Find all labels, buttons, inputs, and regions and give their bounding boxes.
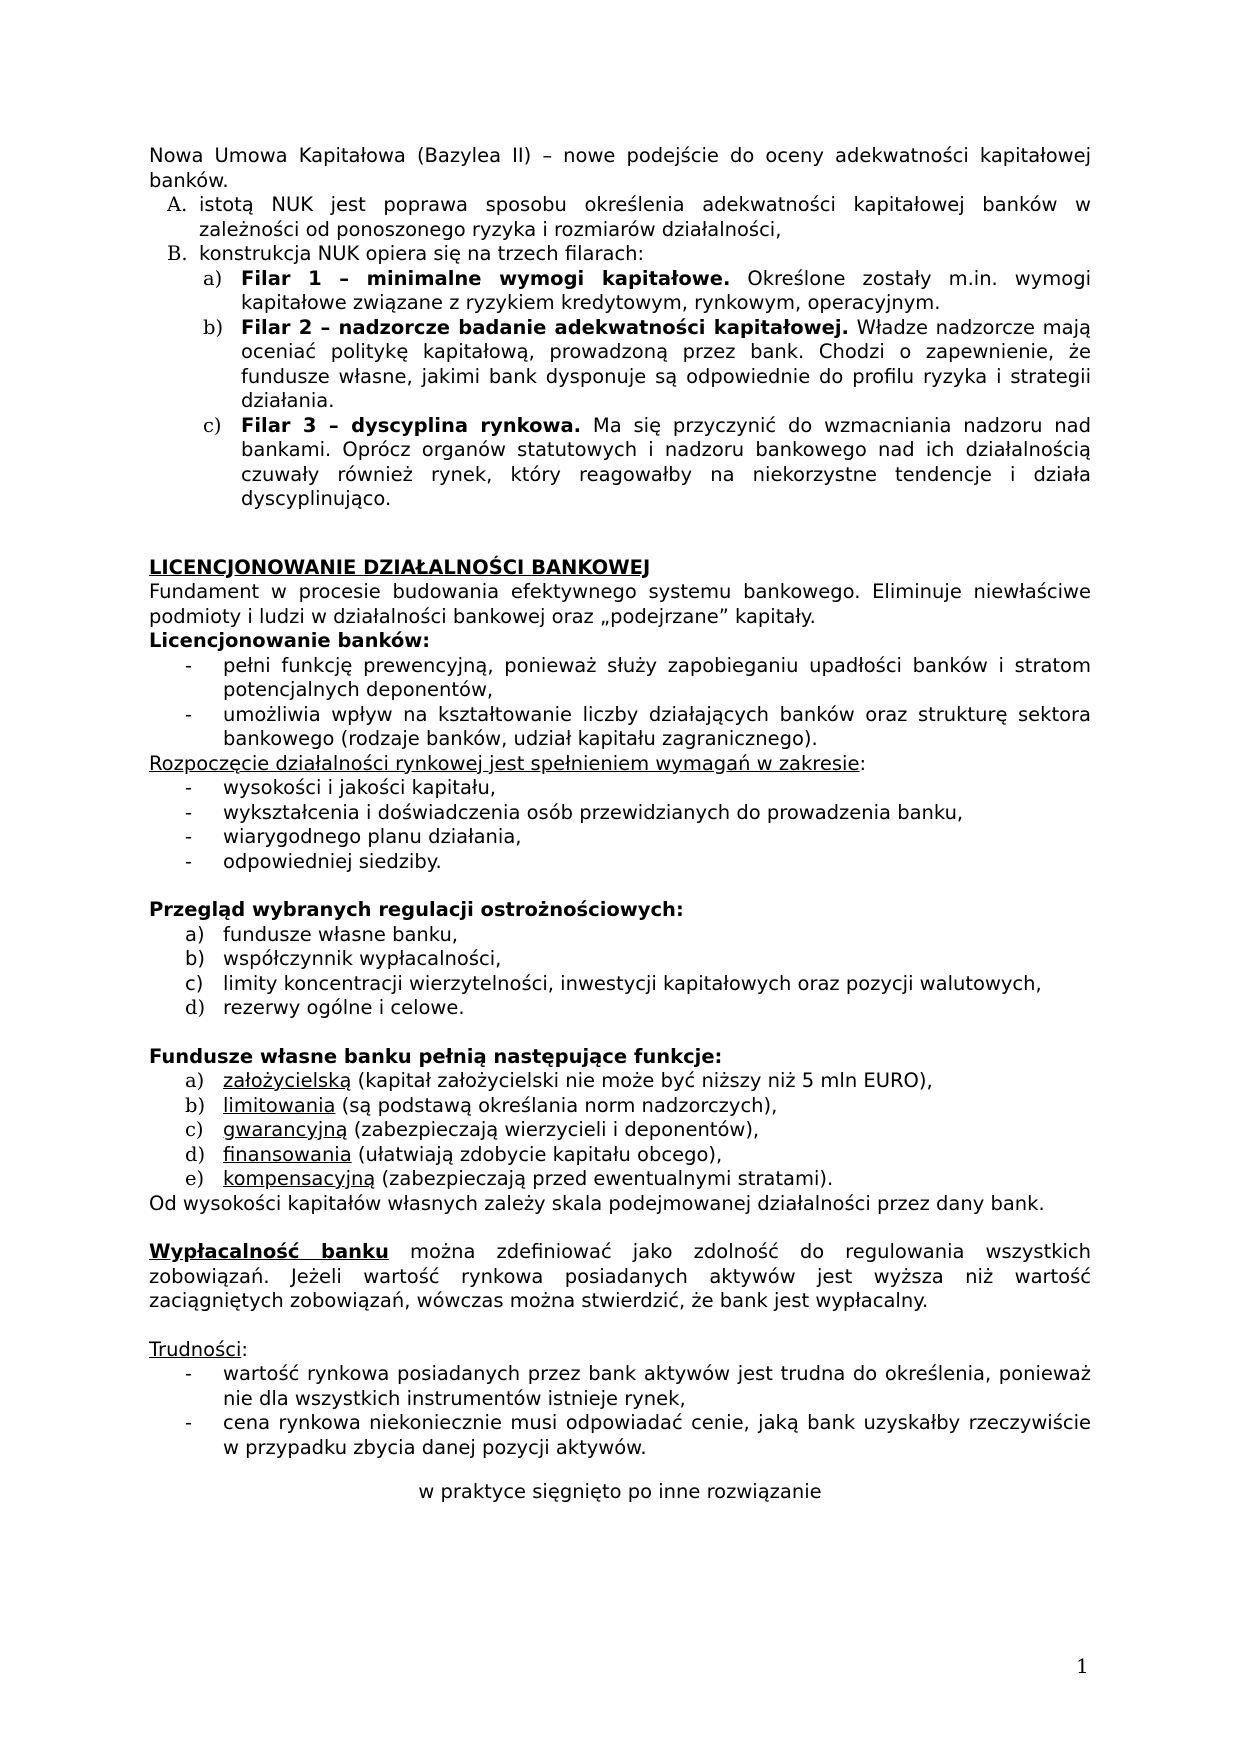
licencjonowanie-paragraph: Fundament w procesie budowania efektywnego systemu bankowego. Eliminuje niewłaściwe podmioty i ludzi w działalności bankowej oraz „podejrzane” kapitały. [149, 580, 1091, 628]
list-item: - wykształcenia i doświadczenia osób przewidzianych do prowadzenia banku, [185, 800, 964, 824]
list-item: c) Filar 3 – dyscyplina rynkowa. Ma się przyczynić do wzmacniania nadzoru nad bankami. Oprócz organów statutowych i nadzoru bankowego nad ich działalnością czuwały również rynek, który reagowałby na niekorzystne tendencje i działa dyscyplinująco. [203, 413, 1091, 510]
list-item: a) założycielską (kapitał założycielski nie może być niższy niż 5 mln EURO), [185, 1069, 933, 1092]
list-item: - pełni funkcję prewencyjną, ponieważ służy zapobieganiu upadłości banków i stratom potencjalnych deponentów, [185, 653, 1091, 701]
list-item: - umożliwia wpływ na kształtowanie liczby działających banków oraz strukturę sektora bankowego (rodzaje banków, udział kapitału zagranicznego). [185, 702, 1091, 750]
filary-list [149, 267, 1091, 512]
list-item: b) limitowania (są podstawą określania norm nadzorczych), [185, 1093, 778, 1117]
wyplacalnosc-paragraph: Wypłacalność banku można zdefiniować jako zdolność do regulowania wszystkich zobowiązań. Jeżeli wartość rynkowa posiadanych aktywów jest wyższa niż wartość zaciągniętych zobowiązań, wówczas można stwierdzić, że bank jest wypłacalny. [149, 1240, 1091, 1312]
section-title-przeglad: Przegląd wybranych regulacji ostrożnościowych: [149, 898, 684, 921]
section-title-licencjonowanie: LICENCJONOWANIE DZIAŁALNOŚCI BANKOWEJ [149, 555, 651, 579]
list-item: c) limity koncentracji wierzytelności, inwestycji kapitałowych oraz pozycji walutowych, [185, 971, 1042, 995]
licencjonowanie-subtitle: Licencjonowanie banków: [149, 629, 431, 652]
requirements-intro: Rozpoczęcie działalności rynkowej jest spełnieniem wymagań w zakresie: [149, 751, 867, 775]
list-item: - wiarygodnego planu działania, [185, 825, 522, 848]
list-item: - cena rynkowa niekoniecznie musi odpowiadać cenie, jaką bank uzyskałby rzeczywiście w przypadku zbycia danej pozycji aktywów. [185, 1411, 1091, 1459]
section-title-fundusze: Fundusze własne banku pełnią następujące funkcje: [149, 1044, 723, 1068]
list-item-A: A. istotą NUK jest poprawa sposobu określenia adekwatności kapitałowej banków w zależności od ponoszonego ryzyka i rozmiarów działalności, [167, 193, 1091, 241]
list-item-B: B. konstrukcja NUK opiera się na trzech filarach: [167, 242, 645, 265]
list-item: - odpowiedniej siedziby. [185, 849, 442, 873]
list-item: a) fundusze własne banku, [185, 922, 458, 946]
list-item: - wartość rynkowa posiadanych przez bank aktywów jest trudna do określenia, ponieważ nie dla wszystkich instrumentów istnieje rynek, [185, 1362, 1091, 1410]
document-page [149, 144, 1091, 1505]
list-item: c) gwarancyjną (zabezpieczają wierzycieli i deponentów), [185, 1118, 760, 1141]
list-item: d) rezerwy ogólne i celowe. [185, 996, 465, 1019]
intro-heading: Nowa Umowa Kapitałowa (Bazylea II) – nowe podejście do oceny adekwatności kapitałowej banków. [149, 144, 1091, 192]
conclusion-line: w praktyce sięgnięto po inne rozwiązanie [418, 1480, 822, 1503]
list-item: d) finansowania (ułatwiają zdobycie kapitału obcego), [185, 1142, 723, 1166]
list-item: b) Filar 2 – nadzorcze badanie adekwatności kapitałowej. Władze nadzorcze mają oceniać politykę kapitałową, prowadzoną przez bank. Chodzi o zapewnienie, że fundusze własne, jakimi bank dysponuje są odpowiednie do profilu ryzyka i strategii działania. [203, 315, 1091, 412]
fundusze-paragraph: Od wysokości kapitałów własnych zależy skala podejmowanej działalności przez dany bank. [149, 1191, 1045, 1215]
list-item: - wysokości i jakości kapitału, [185, 776, 496, 799]
page-number: 1 [1076, 1654, 1089, 1678]
list-item: a) Filar 1 – minimalne wymogi kapitałowe. Określone zostały m.in. wymogi kapitałowe związane z ryzykiem kredytowym, rynkowym, operacyjnym. [203, 266, 1091, 314]
list-item: b) współczynnik wypłacalności, [185, 947, 502, 970]
trudnosci-title: Trudności: [149, 1337, 248, 1361]
list-item: e) kompensacyjną (zabezpieczają przed ewentualnymi stratami). [185, 1167, 834, 1190]
